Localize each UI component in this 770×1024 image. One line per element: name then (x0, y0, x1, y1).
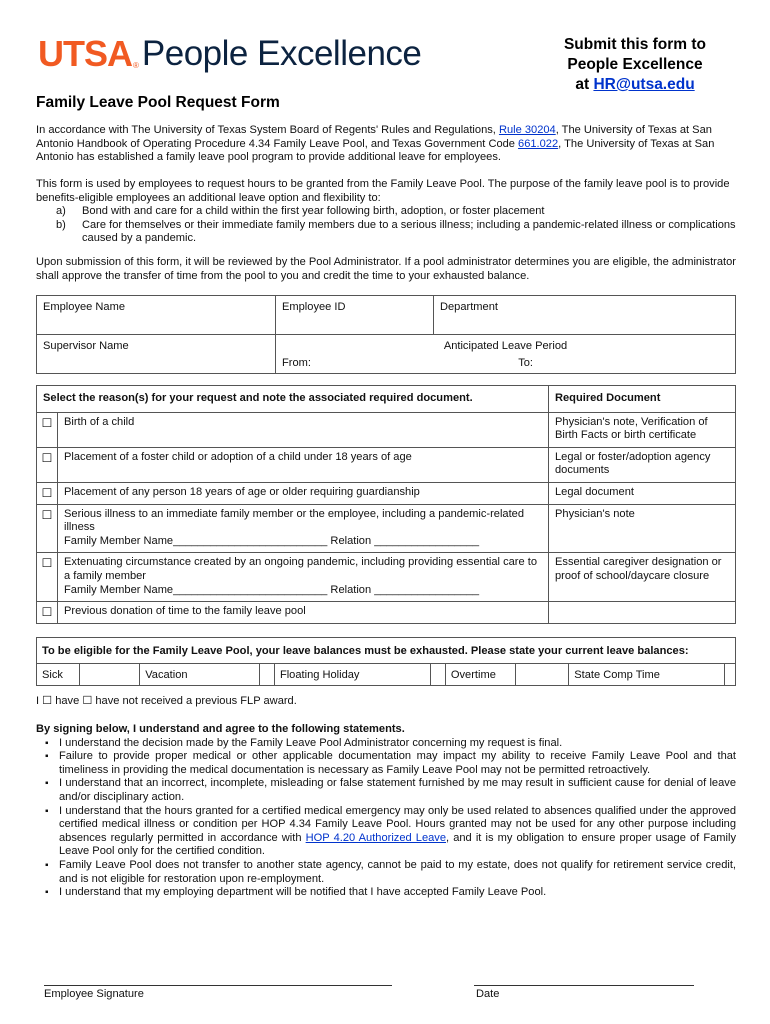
hop-4-20-authorized-leave-link[interactable]: HOP 4.20 Authorized Leave (305, 831, 447, 844)
purpose-list (36, 205, 736, 246)
form-title: Family Leave Pool Request Form (36, 94, 280, 111)
required-document-text: Legal document (549, 482, 736, 504)
required-document-text: Essential caregiver designation or proof of school/daycare closure (549, 553, 736, 602)
leave-balances-table (36, 637, 736, 686)
previous-flp-award-line[interactable]: I ☐ have ☐ have not received a previous FLP award. (36, 695, 297, 707)
agreement-item (36, 859, 736, 886)
reason-row (37, 412, 736, 447)
family-member-relation-field[interactable]: Family Member Name_________________________ Relation _________________ (64, 583, 480, 596)
agreement-text: Family Leave Pool does not transfer to another state agency, cannot be paid to my estate, does not qualify for retirement service credit, and is not eligible for restoration upon re-employment. (59, 858, 736, 885)
state-comp-time-balance-input[interactable] (725, 664, 736, 686)
purpose-item-b (36, 219, 736, 246)
submit-line-1: Submit this form to (563, 36, 707, 53)
agreement-text: I understand that the hours granted for a certified medical emergency may only be used related to absences qualified under the approved certified medical illness or condition per HOP 4.34 Family Leave Pool. Hours granted may not be used for any other purpose including absences regularly permitted in accordance with (59, 804, 736, 844)
reason-checkbox[interactable]: ☐ (37, 602, 58, 624)
logo-unit-name: People Excellence (141, 34, 422, 73)
reason-row (37, 504, 736, 553)
agreement-item (36, 777, 736, 804)
reason-text: Previous donation of time to the family leave pool (58, 602, 549, 624)
reason-text: Serious illness to an immediate family member or the employee, including a pandemic-related illness (64, 507, 524, 534)
employee-name-field[interactable] (37, 296, 276, 335)
agreement-item (36, 805, 736, 859)
anticipated-leave-cell (276, 335, 736, 374)
employee-id-field[interactable] (276, 296, 434, 335)
logo-trademark: ® (133, 61, 139, 70)
purpose-text: Care for themselves or their immediate family members due to a serious illness; including a pandemic-related illness or complications caused by a pandemic. (82, 218, 736, 245)
floating-holiday-balance-input[interactable] (431, 664, 446, 686)
anticipated-leave-label: Anticipated Leave Period (443, 340, 568, 352)
required-document-text: Physician's note, Verification of Birth Facts or birth certificate (549, 412, 736, 447)
sick-balance-input[interactable] (79, 664, 140, 686)
agreement-text: I understand the decision made by the Family Leave Pool Administrator concerning my request is final. (59, 736, 563, 749)
bullet-glyph: ▪ (45, 859, 49, 871)
purpose-item-a (36, 205, 736, 219)
intro-p2-text: This form is used by employees to request hours to be granted from the Family Leave Pool. The purpose of the family leave pool is to provide benefits-eligible employees an additional leave option and flexibility to: (36, 178, 730, 204)
hr-email-link[interactable]: HR@utsa.edu (593, 76, 695, 93)
department-label: Department (440, 301, 498, 313)
intro-p1-part-a: In accordance with The University of Texas System Board of Regents' Rules and Regulations, (36, 124, 499, 136)
supervisor-name-field[interactable] (37, 335, 276, 374)
required-document-header: Required Document (549, 386, 736, 413)
employee-signature-label: Employee Signature (44, 988, 144, 1000)
agreement-section (36, 723, 736, 900)
leave-balances-row (37, 664, 736, 686)
submit-instructions (535, 35, 735, 95)
reason-checkbox[interactable]: ☐ (37, 553, 58, 602)
agreement-list (36, 737, 736, 900)
submit-line-3 (535, 75, 735, 95)
reason-row (37, 602, 736, 624)
reason-cell (58, 553, 549, 602)
reason-checkbox[interactable]: ☐ (37, 482, 58, 504)
bullet-glyph: ▪ (45, 778, 49, 790)
employee-info-table (36, 295, 736, 374)
agreement-heading: By signing below, I understand and agree to the following statements. (36, 723, 405, 735)
reason-checkbox[interactable]: ☐ (37, 504, 58, 553)
agreement-text: I understand that my employing department will be notified that I have accepted Family Leave Pool. (59, 886, 547, 899)
floating-holiday-label: Floating Holiday (274, 664, 430, 686)
reasons-header-row (37, 386, 736, 413)
rule-30204-link[interactable]: Rule 30204 (498, 124, 556, 136)
intro-p1-part-b: , The University of Texas at San Antonio Handbook of Operating Procedure 4.34 Family Leave Pool, and Texas Government Code (36, 124, 712, 150)
purpose-marker: b) (56, 218, 66, 231)
bullet-glyph: ▪ (45, 887, 49, 899)
reason-cell (58, 504, 549, 553)
bullet-glyph: ▪ (45, 751, 49, 763)
leave-from-field[interactable]: From: (282, 357, 311, 369)
bullet-glyph: ▪ (45, 805, 49, 817)
agreement-item (36, 750, 736, 777)
leave-eligibility-header: To be eligible for the Family Leave Pool, your leave balances must be exhausted. Please state your current leave balances: (37, 638, 736, 664)
agreement-text: , and it is my obligation to ensure proper usage of Family Leave Pool only for the certified condition. (59, 831, 736, 858)
leave-to-field[interactable]: To: (518, 357, 533, 369)
reason-text: Extenuating circumstance created by an ongoing pandemic, including providing essential care to a family member (64, 556, 538, 582)
supervisor-name-label: Supervisor Name (43, 340, 129, 352)
agreement-item (36, 886, 736, 900)
submit-line-2: People Excellence (567, 56, 703, 73)
employee-id-label: Employee ID (282, 301, 346, 313)
vacation-balance-input[interactable] (260, 664, 275, 686)
required-document-text: Physician's note (549, 504, 736, 553)
intro-paragraph-1 (36, 124, 736, 165)
department-field[interactable] (434, 296, 736, 335)
reason-checkbox[interactable]: ☐ (37, 412, 58, 447)
gov-code-661-022-link[interactable]: 661.022 (518, 137, 559, 150)
vacation-label: Vacation (140, 664, 260, 686)
reason-row (37, 482, 736, 504)
reason-row (37, 447, 736, 482)
bullet-glyph: ▪ (45, 737, 49, 749)
intro-paragraph-3: Upon submission of this form, it will be reviewed by the Pool Administrator. If a pool administrator determines you are eligible, the administrator shall approve the transfer of time from the pool to you and credit the time to your exhausted balance. (36, 256, 736, 282)
sick-label: Sick (37, 664, 80, 686)
intro-paragraph-2 (36, 178, 736, 246)
employee-name-label: Employee Name (43, 301, 126, 313)
logo-utsa-mark: UTSA (38, 33, 132, 74)
leave-period-row (276, 355, 735, 369)
family-member-relation-field[interactable]: Family Member Name_________________________ Relation _________________ (64, 534, 480, 547)
overtime-label: Overtime (445, 664, 515, 686)
purpose-marker: a) (56, 205, 66, 218)
date-label: Date (476, 988, 500, 1000)
reason-text: Birth of a child (58, 412, 549, 447)
utsa-people-excellence-logo (38, 33, 422, 74)
date-line[interactable] (474, 985, 694, 986)
agreement-text: I understand that an incorrect, incomplete, misleading or false statement furnished by me may result in sufficient cause for denial of leave and/or disciplinary action. (59, 777, 736, 803)
reason-text: Placement of any person 18 years of age or older requiring guardianship (58, 482, 549, 504)
intro-p1-part-c: , The University of Texas at San Antonio has established a family leave pool program to provide additional leave for employees. (36, 137, 715, 164)
reason-row (37, 553, 736, 602)
reasons-table (36, 385, 736, 624)
overtime-balance-input[interactable] (516, 664, 569, 686)
reason-text: Placement of a foster child or adoption of a child under 18 years of age (58, 447, 549, 482)
required-document-text: Legal or foster/adoption agency documents (549, 447, 736, 482)
purpose-text: Bond with and care for a child within the first year following birth, adoption, or foster placement (82, 205, 545, 218)
agreement-text: Failure to provide proper medical or other applicable documentation may impact my ability to receive Family Leave Pool and that timeliness in providing the medical documentation is necessary as Family Leave Pool may not be permitted retroactively. (59, 750, 736, 776)
state-comp-time-label: State Comp Time (569, 664, 725, 686)
leave-header-row (37, 638, 736, 664)
reason-header: Select the reason(s) for your request and note the associated required document. (37, 386, 549, 413)
agreement-item (36, 737, 736, 751)
required-document-text (549, 602, 736, 624)
submit-at: at (575, 76, 590, 93)
reason-checkbox[interactable]: ☐ (37, 447, 58, 482)
employee-signature-line[interactable] (44, 985, 392, 986)
